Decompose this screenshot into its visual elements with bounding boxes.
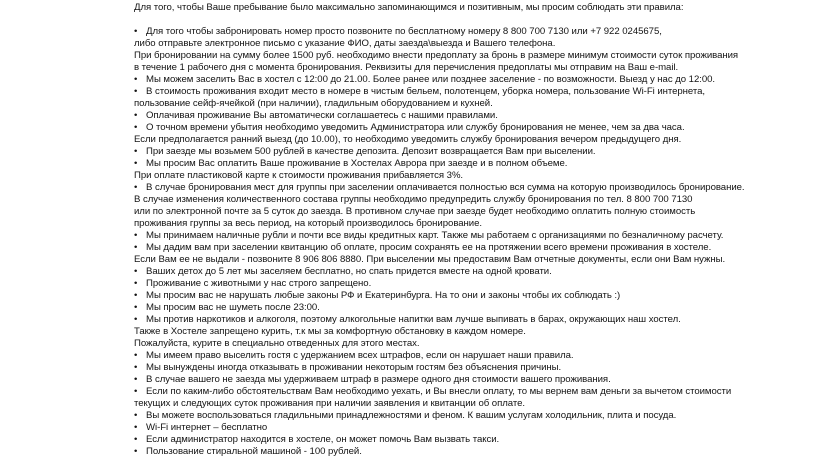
rule-text-line: пользование сейф-ячейкой (при наличии), гладильным оборудованием и кухней. [134,98,493,109]
rule-bullet-line: • Wi-Fi интернет – бесплатно [134,422,834,434]
rule-text-line: Пожалуйста, курите в специально отведенных для этого местах. [134,338,420,349]
rules-document [134,0,834,458]
rule-bullet-line: • Если по каким-либо обстоятельствам Вам необходимо уехать, и Вы внесли оплату, то мы вернем вам деньги за вычетом стоимости [134,386,834,398]
rule-text-line: проживания группы за весь период, на который производилось бронирование. [134,218,482,229]
rule-text-line: При бронировании на сумму более 1500 руб. необходимо внести предоплату за бронь в размере минимум стоимости суток проживания [134,50,739,61]
rule-bullet-line: • Проживание с животными у нас строго запрещено. [134,278,834,290]
rule-bullet-line: • Оплачивая проживание Вы автоматически соглашаетесь с нашими правилами. [134,110,834,122]
rule-bullet-line: • Мы против наркотиков и алкоголя, поэтому алкогольные напитки вам лучше выпивать в барах, окружающих наш хостел. [134,314,834,326]
rule-text-line: Если Вам ее не выдали - позвоните 8 906 806 8880. При выселении мы предоставим Вам отчетные документы, если они Вам нужны. [134,254,726,265]
rule-text-line: либо отправьте электронное письмо с указание ФИО, даты заезда\выезда и Вашего телефона. [134,38,556,49]
rule-bullet-line: • Мы имеем право выселить гостя с удержанием всех штрафов, если он нарушает наши правила. [134,350,834,362]
rule-text-line: В случае изменения количественного состава группы необходимо предупредить службу бронирования по тел. 8 800 700 7130 [134,194,693,205]
rule-text-line: При оплате пластиковой карте к стоимости проживания прибавляется 3%. [134,170,464,181]
rule-bullet-line: • Ваших детох до 5 лет мы заселяем бесплатно, но спать придется вместе на одной кровати. [134,266,834,278]
rule-text-line: Также в Хостеле запрещено курить, т.к мы за комфортную обстановку в каждом номере. [134,326,526,337]
rule-bullet-line: • Мы принимаем наличные рубли и почти все виды кредитных карт. Также мы работаем с организациями по безналичному расчету. [134,230,834,242]
rule-bullet-line: • Мы вынуждены иногда отказывать в проживании некоторым гостям без объяснения причины. [134,362,834,374]
rule-bullet-line: • В случае вашего не заезда мы удерживаем штраф в размере одного дня стоимости вашего проживания. [134,374,834,386]
rule-bullet-line: • Мы можем заселить Вас в хостел с 12:00 до 21.00. Более ранее или позднее заселение - по возможности. Выезд у нас до 12:00. [134,74,834,86]
rule-text-line [134,14,834,26]
rule-text-line: Для того, чтобы Ваше пребывание было максимально запоминающимся и позитивным, мы просим соблюдать эти правила: [134,2,684,13]
rule-bullet-line: • Если администратор находится в хостеле, он может помочь Вам вызвать такси. [134,434,834,446]
rule-bullet-line: • Мы дадим вам при заселении квитанцию об оплате, просим сохранять ее на протяжении всего времени проживания в хостеле. [134,242,834,254]
rule-bullet-line: • Вы можете воспользоваться гладильными принадлежностями и феном. К вашим услугам холодильник, плита и посуда. [134,410,834,422]
rule-bullet-line: • В стоимость проживания входит место в номере в чистым бельем, полотенцем, уборка номера, пользование Wi-Fi интернета, [134,86,834,98]
rule-bullet-line: • О точном времени убытия необходимо уведомить Администратора или службу бронирования не менее, чем за два часа. [134,122,834,134]
rule-text-line: текущих и следующих суток проживания при наличии заявления и квитанции об оплате. [134,398,525,409]
rule-bullet-line: • Мы просим вас не шуметь после 23:00. [134,302,834,314]
rule-bullet-line: • Пользование стиральной машиной - 100 рублей. [134,446,834,458]
rule-text-line: или по электронной почте за 5 суток до заезда. В противном случае при заезде будет необходимо оплатить полную стоимость [134,206,696,217]
rule-bullet-line: • В случае бронирования мест для группы при заселении оплачивается полностью вся сумма на которую производилось бронирование. [134,182,834,194]
rule-bullet-line: • При заезде мы возьмем 500 рублей в качестве депозита. Депозит возвращается Вам при выселении. [134,146,834,158]
rule-bullet-line: • Мы просим Вас оплатить Ваше проживание в Хостелах Аврора при заезде и в полном объеме. [134,158,834,170]
rule-text-line: Если предполагается ранний выезд (до 10.00), то необходимо уведомить службу бронирования вечером предыдущего дня. [134,134,682,145]
rule-bullet-line: • Мы просим вас не нарушать любые законы РФ и Екатеринбурга. На то они и законы чтобы их соблюдать :) [134,290,834,302]
rule-text-line: в течение 1 рабочего дня с момента бронирования. Реквизиты для перечисления предоплаты мы отправим на Ваш e-mail. [134,62,679,73]
rule-bullet-line: • Для того чтобы забронировать номер просто позвоните по бесплатному номеру 8 800 700 7130 или +7 922 0245675, [134,26,834,38]
